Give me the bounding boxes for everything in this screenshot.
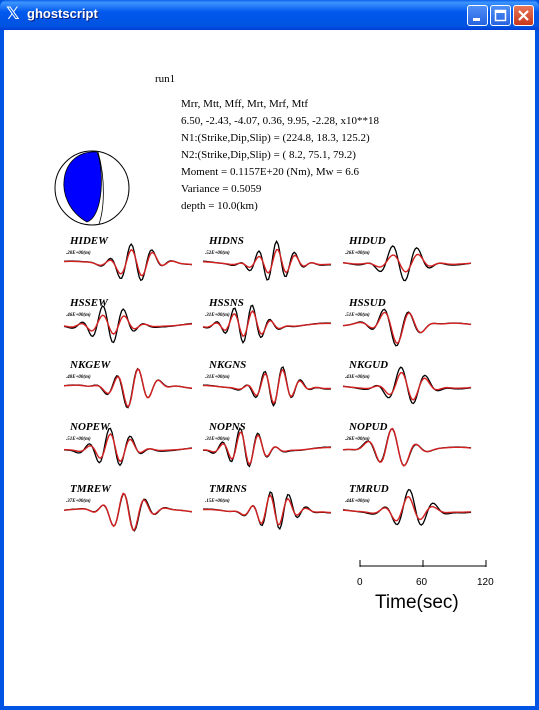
- station-label: TMRNS: [209, 483, 247, 495]
- station-label: HSSUD: [349, 297, 386, 309]
- observed-waveform: [203, 428, 331, 466]
- observed-waveform: [203, 241, 331, 280]
- trace-panel: [64, 483, 192, 531]
- trace-panel: [203, 359, 331, 406]
- trace-panel: [64, 235, 192, 280]
- station-label: TMREW: [70, 483, 111, 495]
- trace-panel: [343, 421, 471, 466]
- trace-panel: [64, 297, 192, 342]
- synthetic-waveform: [343, 254, 471, 272]
- header-line: Mrr, Mtt, Mff, Mrt, Mrf, Mtf: [181, 98, 309, 110]
- header-line: N2:(Strike,Dip,Slip) = ( 8.2, 75.1, 79.2): [181, 149, 356, 161]
- waveform-grid: [64, 235, 471, 531]
- maximize-button[interactable]: [490, 5, 511, 26]
- amplitude-label: .31E+00(m): [205, 313, 230, 318]
- maximize-icon: [491, 6, 510, 25]
- amplitude-label: .51E+00(m): [345, 313, 370, 318]
- header-line: Moment = 0.1157E+20 (Nm), Mw = 6.6: [181, 166, 359, 178]
- amplitude-label: .43E+00(m): [345, 375, 370, 380]
- amplitude-label: .48E+00(m): [66, 375, 91, 380]
- amplitude-label: .46E+00(m): [66, 313, 91, 318]
- amplitude-label: .15E+00(m): [205, 499, 230, 504]
- document-view: [4, 30, 535, 706]
- station-label: NKGUD: [349, 359, 389, 371]
- observed-waveform: [64, 428, 192, 465]
- close-icon: [514, 6, 533, 25]
- title-bar[interactable]: [0, 0, 539, 30]
- station-label: HIDEW: [70, 235, 108, 247]
- station-label: HSSNS: [209, 297, 244, 309]
- trace-panel: [343, 483, 471, 525]
- amplitude-label: .37E+00(m): [66, 499, 91, 504]
- minimize-button[interactable]: [467, 5, 488, 26]
- amplitude-label: .31E+00(m): [205, 375, 230, 380]
- station-label: NKGNS: [209, 359, 247, 371]
- trace-panel: [203, 297, 331, 343]
- beachball-icon: [55, 151, 129, 225]
- x-logo-icon: 𝕏: [6, 4, 20, 24]
- trace-panel: [203, 421, 331, 466]
- trace-panel: [64, 359, 192, 408]
- time-tick-0: 0: [357, 577, 363, 588]
- amplitude-label: .26E+00(m): [345, 437, 370, 442]
- minimize-icon: [468, 6, 487, 25]
- station-label: NOPEW: [70, 421, 110, 433]
- trace-panel: [343, 235, 471, 281]
- header-line: depth = 10.0(km): [181, 200, 258, 212]
- station-label: HIDNS: [209, 235, 244, 247]
- run-label: run1: [155, 73, 176, 85]
- station-label: NKGEW: [70, 359, 111, 371]
- amplitude-label: .20E+00(m): [66, 251, 91, 256]
- amplitude-label: .51E+00(m): [66, 437, 91, 442]
- header-line: N1:(Strike,Dip,Slip) = (224.8, 18.3, 125.2): [181, 132, 370, 144]
- waveform-figure: [4, 30, 535, 706]
- station-label: NOPNS: [209, 421, 246, 433]
- time-axis: [357, 560, 494, 613]
- trace-panel: [343, 359, 471, 404]
- station-label: NOPUD: [349, 421, 388, 433]
- amplitude-label: .44E+00(m): [345, 499, 370, 504]
- station-label: TMRUD: [349, 483, 389, 495]
- header-line: Variance = 0.5059: [181, 183, 262, 195]
- station-label: HSSEW: [70, 297, 108, 309]
- time-tick-120: 120: [477, 577, 494, 588]
- amplitude-label: .52E+00(m): [205, 251, 230, 256]
- time-axis-label: Time(sec): [375, 592, 459, 613]
- trace-panel: [343, 297, 471, 346]
- time-tick-60: 60: [416, 577, 428, 588]
- amplitude-label: .26E+00(m): [345, 251, 370, 256]
- window-title: ghostscript: [27, 6, 98, 21]
- synthetic-waveform: [343, 429, 471, 466]
- close-button[interactable]: [513, 5, 534, 26]
- amplitude-label: .31E+00(m): [205, 437, 230, 442]
- trace-panel: [64, 421, 192, 465]
- trace-panel: [203, 235, 331, 280]
- header-line: 6.50, -2.43, -4.07, 0.36, 9.95, -2.28, x10**18: [181, 115, 379, 127]
- trace-panel: [203, 483, 331, 529]
- station-label: HIDUD: [349, 235, 386, 247]
- mechanism-header: [181, 98, 379, 212]
